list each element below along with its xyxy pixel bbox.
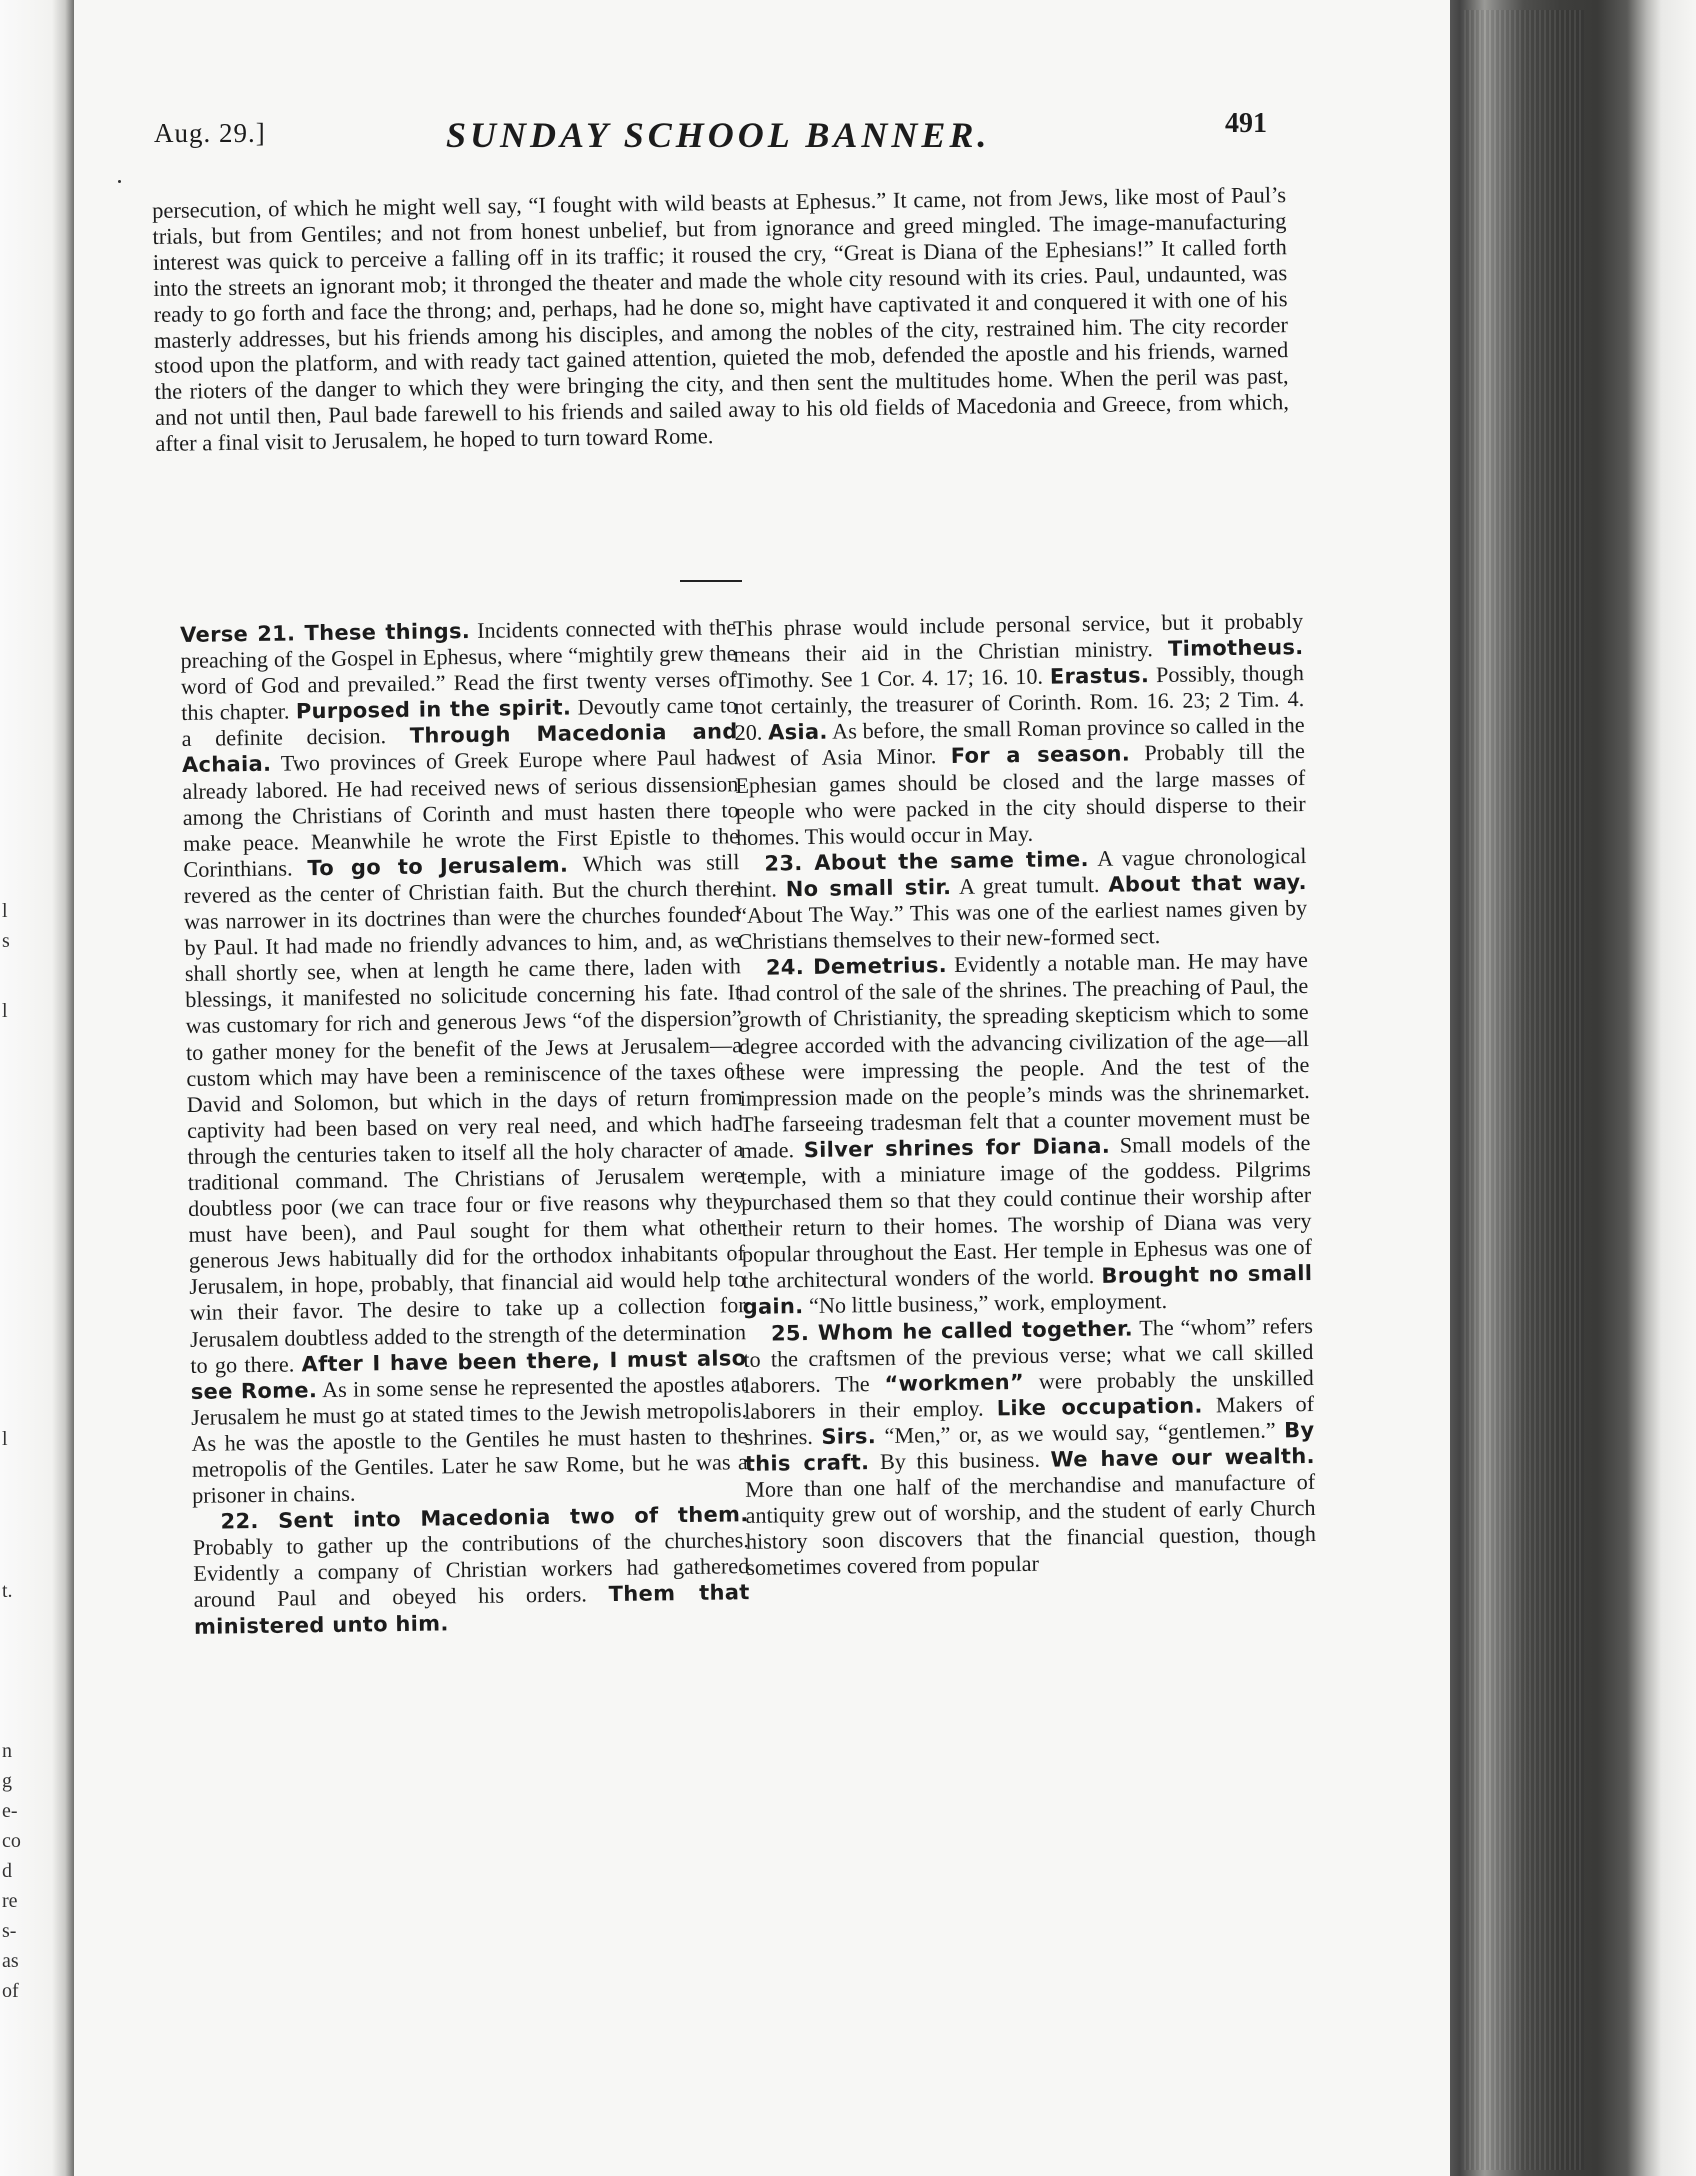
facing-page-edge [0,0,74,2176]
margin-fragment: d [2,1860,12,1882]
note-text: “Men,” or, as we would say, “gentlemen.” [875,1417,1285,1448]
note-text: Which was still revered as the center of Christian faith. But the church there was narrower in its doctrines than were the churches founded by Paul. It had made no friendly advances to him, and, as we shall shortly see, when at length he came there, laden with blessings, it manifested no solicitude concerning his fate. It was customary for rich and generous Jews “of the dispersion” to gather money for the benefit of the Jews at Jerusalem—a custom which may have been a reminiscence of the taxes of David and Solomon, but which in the days of return from captivity had been based on very real need, and which had through the centuries taken to itself all the holy character of a traditional command. The Christians of Jerusalem were doubtless poor (we can trace four or five reasons why they must have been), and Paul sought for them what other generous Jews habitually did for the orthodox inhabitants of Jerusalem, in hope, probably, that financial aid would help to win their favor. The desire to take up a collection for Jerusalem doubtless added to the strength of the determination to go there. [183,849,747,1378]
term: No small stir. [785,874,952,902]
note-text: Makers of shrines. [744,1390,1315,1450]
facing-page-text-fragments [0,0,20,2176]
intro-paragraph: persecution, of which he might well say, “I fought with wild beasts at Ephesus.” It came, not from Jews, like most of Paul’s trials, but from Gentiles; and not from honest unbelief, but from ignorance and greed mingled. The image-manufacturing interest was quick to perceive a falling off in its traffic; it roused the cry, “Great is Diana of the Ephesians!” It called forth into the streets an ignorant mob; it thronged the theater and made the whole city resound with its cries. Paul, undaunted, was ready to go forth and face the throng; and, perhaps, had he done so, might have captivated it and conquered it with one of his masterly addresses, but his friends among his disciples, and among the nobles of the city, restrained him. The city recorder stood upon the platform, and with ready tact gained attention, quieted the mob, defended the apostle and his friends, warned the rioters of the danger to which they were bringing the city, and then sent the multitudes home. When the peril was past, and not until then, Paul bade farewell to his friends and sailed away to his old fields of Macedonia and Greece, from which, after a final visit to Jerusalem, he hoped to turn toward Rome. [152,182,1290,457]
verse-23-note [736,843,1307,955]
verse-25-label: 25. Whom he called together. [770,1316,1134,1346]
term: Purposed in the spirit. [295,695,572,724]
note-text: Probably till the Ephesian games should be closed and the large masses of people who were packed in the city should disperse to their homes. This would occur in May. [735,738,1306,850]
header-date: Aug. 29.] [154,118,266,148]
margin-fragment: e- [2,1800,18,1822]
note-text: “About The Way.” This was one of the earliest names given by Christians themselves to their new-formed sect. [737,895,1308,955]
note-text: Possibly, though not certainly, the treasurer of Corinth. Rom. 16. 23; 2 Tim. 4. 20. [734,660,1305,746]
term: Silver shrines for Diana. [803,1133,1111,1162]
verse-24-note [738,947,1313,1320]
margin-fragment: g [2,1770,12,1792]
margin-fragment: s [2,930,10,952]
note-text: Evidently a notable man. He may have had control of the sale of the shrines. The preaching of Paul, the growth of Christianity, the spreading skepticism which to some degree accorded with the advancing civilization of the age—all these were impressing the people. And the test of the impression made on the people’s minds was the shrinemarket. The farseeing tradesman felt that a counter movement must be made. [738,947,1311,1163]
page-number: 491 [1225,108,1267,139]
running-header [150,108,1280,158]
note-text: Timothy. See 1 Cor. 4. 17; 16. 10. [733,663,1051,694]
verse-24-label: 24. Demetrius. [765,953,948,980]
note-text: Probably to gather up the contributions of the churches. Evidently a company of Christian workers had gathered around Paul and obeyed his orders. [192,1527,750,1613]
section-divider [680,580,742,582]
margin-fragment: of [2,1980,19,2002]
note-text: The “whom” refers to the craftsmen of the previous verse; what we call skilled laborers. The [743,1312,1314,1398]
margin-fragment: s- [2,1920,17,1942]
margin-fragment: l [2,1428,8,1450]
term: Sirs. [821,1423,877,1449]
term: To go to Jerusalem. [307,852,569,881]
margin-fragment: re [2,1890,18,1912]
term: Like occupation. [996,1393,1203,1421]
term: Erastus. [1049,663,1150,689]
book-fore-edge [1450,0,1696,2176]
note-text: were probably the unskilled laborers in their employ. [743,1364,1314,1424]
margin-fragment: l [2,900,8,922]
term: Timotheus. [1167,635,1304,662]
note-text: By this business. [869,1446,1051,1475]
margin-fragment: co [2,1830,21,1852]
verse-22-label: 22. Sent into Macedonia two of them. [220,1502,749,1534]
note-text: More than one half of the merchandise and manufacture of antiquity grew out of worship, and the student of early Church history soon discovers that the financial question, though sometimes covered from popular [745,1469,1317,1581]
term: After I have been there, I must also see Rome. [190,1345,747,1404]
term: About that way. [1108,869,1307,897]
header-title: SUNDAY SCHOOL BANNER. [446,115,991,155]
verse-21-label: Verse 21. These things. [180,618,471,647]
term: For a season. [950,741,1131,769]
term: We have our wealth. [1050,1443,1315,1472]
term: Asia. [767,720,828,745]
term: Brought no small gain. [742,1261,1313,1320]
note-text: Incidents connected with the preaching of the Gospel in Ephesus, where “mightily grew the word of God and prevailed.” Read the first twenty verses of this chapter. [180,614,738,726]
note-text: This phrase would include personal service, but it probably means their aid in the Christian ministry. [733,608,1304,668]
term: “workmen” [884,1369,1025,1396]
note-text: Two provinces of Greek Europe where Paul had already labored. He had received news of serious dissension among the Christians of Corinth and must hasten there to make peace. Meanwhile he wrote the First Epistle to the Corinthians. [182,744,740,882]
verse-22-continued [733,608,1306,851]
note-text: “No little business,” work, employment. [803,1288,1168,1319]
note-text: Devoutly came to a definite decision. [181,692,738,752]
left-column [180,614,750,1639]
note-text: As in some sense he represented the apostles at Jerusalem he must go at stated times to the Jewish metropolis. As he was the apostle to the Gentiles he must hasten to the metropolis of the Gentiles. Later he saw Rome, but he was a prisoner in chains. [190,1370,748,1509]
margin-fragment: n [2,1740,12,1762]
note-text: Small models of the temple, with a miniature image of the goddess. Pilgrims purchased them so that they could continue their worship after their return to their homes. The worship of Diana was very popular throughout the East. Her temple in Ephesus was one of the architectural wonders of the world. [740,1129,1313,1294]
term: Them that ministered unto him. [193,1580,750,1639]
note-text: As before, the small Roman province so called in the west of Asia Minor. [734,712,1305,772]
note-text: A great tumult. [951,871,1109,899]
verse-23-label: 23. About the same time. [764,846,1089,876]
verse-21-note [180,614,748,1509]
term: Through Macedonia and Achaia. [181,719,738,778]
printer-speck [118,180,121,183]
term: By this craft. [744,1417,1315,1476]
right-column [733,608,1316,1581]
margin-fragment: t. [2,1580,13,1602]
verse-25-note [743,1313,1317,1582]
margin-fragment: as [2,1950,19,1972]
note-text: A vague chronological hint. [736,842,1307,902]
margin-fragment: l [2,1000,8,1022]
verse-22-note [192,1501,750,1639]
